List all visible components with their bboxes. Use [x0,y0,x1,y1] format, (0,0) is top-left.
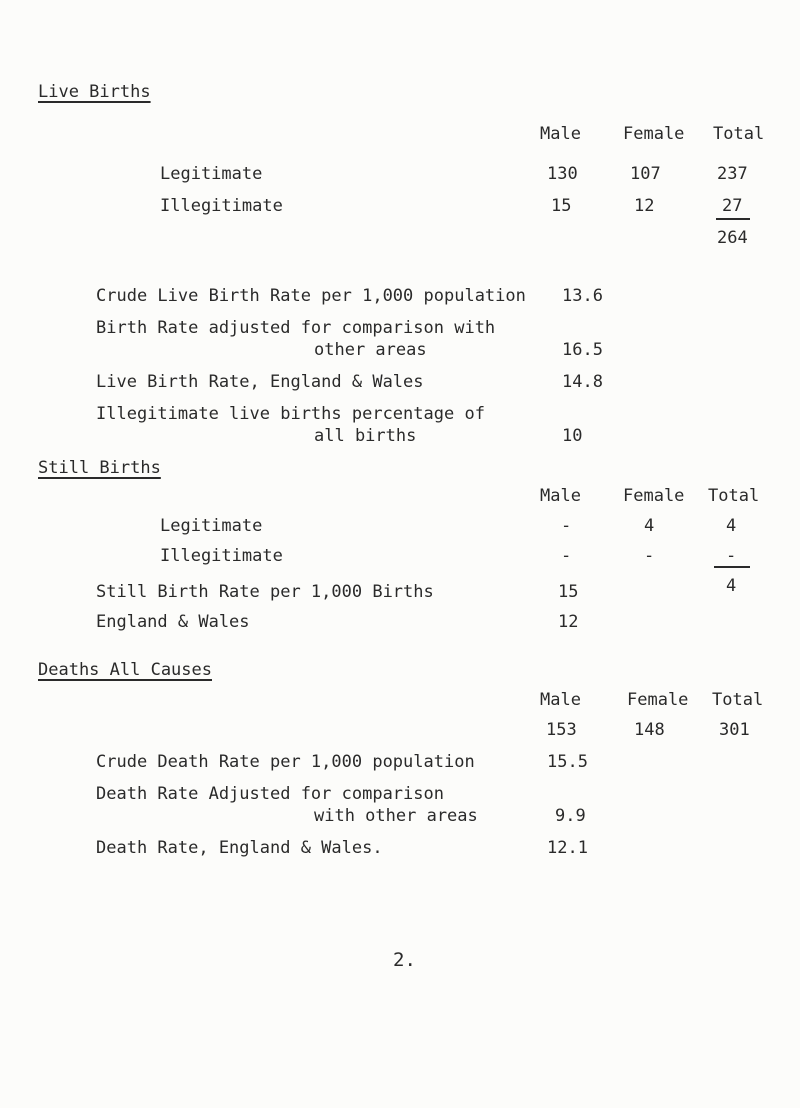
d-stat-label: Crude Death Rate per 1,000 population [96,752,475,772]
lb-stat-value: 10 [562,426,583,446]
lb-row-total: 27 [722,196,743,216]
d-stat-value: 9.9 [555,806,586,826]
sb-stat-value: 12 [558,612,579,632]
lb-stat-label: other areas [314,340,427,360]
sb-grand-total: 4 [726,576,737,596]
sb-stat-value: 15 [558,582,579,602]
lb-stat-value: 14.8 [562,372,603,392]
lb-stat-label: all births [314,426,417,446]
d-total-female: 148 [634,720,665,740]
lb-stat-label: Illegitimate live births percentage of [96,404,485,424]
sb-row-total: - [726,546,737,566]
page-number: 2. [393,949,416,971]
lb-stat-label: Live Birth Rate, England & Wales [96,372,424,392]
sb-col-male: Male [540,486,581,506]
sb-row-female: - [644,546,655,566]
sb-stat-label: Still Birth Rate per 1,000 Births [96,582,434,602]
lb-col-male: Male [540,124,581,144]
lb-row-male: 15 [551,196,572,216]
lb-row-label: Illegitimate [160,196,283,216]
d-total-total: 301 [719,720,750,740]
sb-row-male: - [561,516,572,536]
lb-grand-total: 264 [717,228,748,248]
d-stat-label: with other areas [314,806,478,826]
lb-row-label: Legitimate [160,164,263,184]
sb-stat-label: England & Wales [96,612,250,632]
lb-row-female: 12 [634,196,655,216]
sb-col-female: Female [623,486,685,506]
d-total-male: 153 [546,720,577,740]
lb-col-total: Total [713,124,765,144]
lb-col-female: Female [623,124,685,144]
d-col-male: Male [540,690,581,710]
d-col-female: Female [627,690,689,710]
lb-row-male: 130 [547,164,578,184]
sb-row-total: 4 [726,516,737,536]
sb-row-label: Illegitimate [160,546,283,566]
lb-stat-value: 13.6 [562,286,603,306]
sb-total-rule [714,566,750,568]
d-stat-value: 12.1 [547,838,588,858]
d-col-total: Total [712,690,764,710]
still-births-heading: Still Births [38,458,161,478]
lb-stat-label: Birth Rate adjusted for comparison with [96,318,496,338]
lb-stat-label: Crude Live Birth Rate per 1,000 population [96,286,526,306]
deaths-heading: Deaths All Causes [38,660,212,680]
live-births-heading: Live Births [38,82,151,102]
d-stat-label: Death Rate, England & Wales. [96,838,383,858]
sb-col-total: Total [708,486,760,506]
lb-row-female: 107 [630,164,661,184]
sb-row-male: - [561,546,572,566]
lb-stat-value: 16.5 [562,340,603,360]
sb-row-label: Legitimate [160,516,263,536]
lb-row-total: 237 [717,164,748,184]
lb-total-rule [716,218,750,220]
d-stat-label: Death Rate Adjusted for comparison [96,784,444,804]
sb-row-female: 4 [644,516,655,536]
d-stat-value: 15.5 [547,752,588,772]
